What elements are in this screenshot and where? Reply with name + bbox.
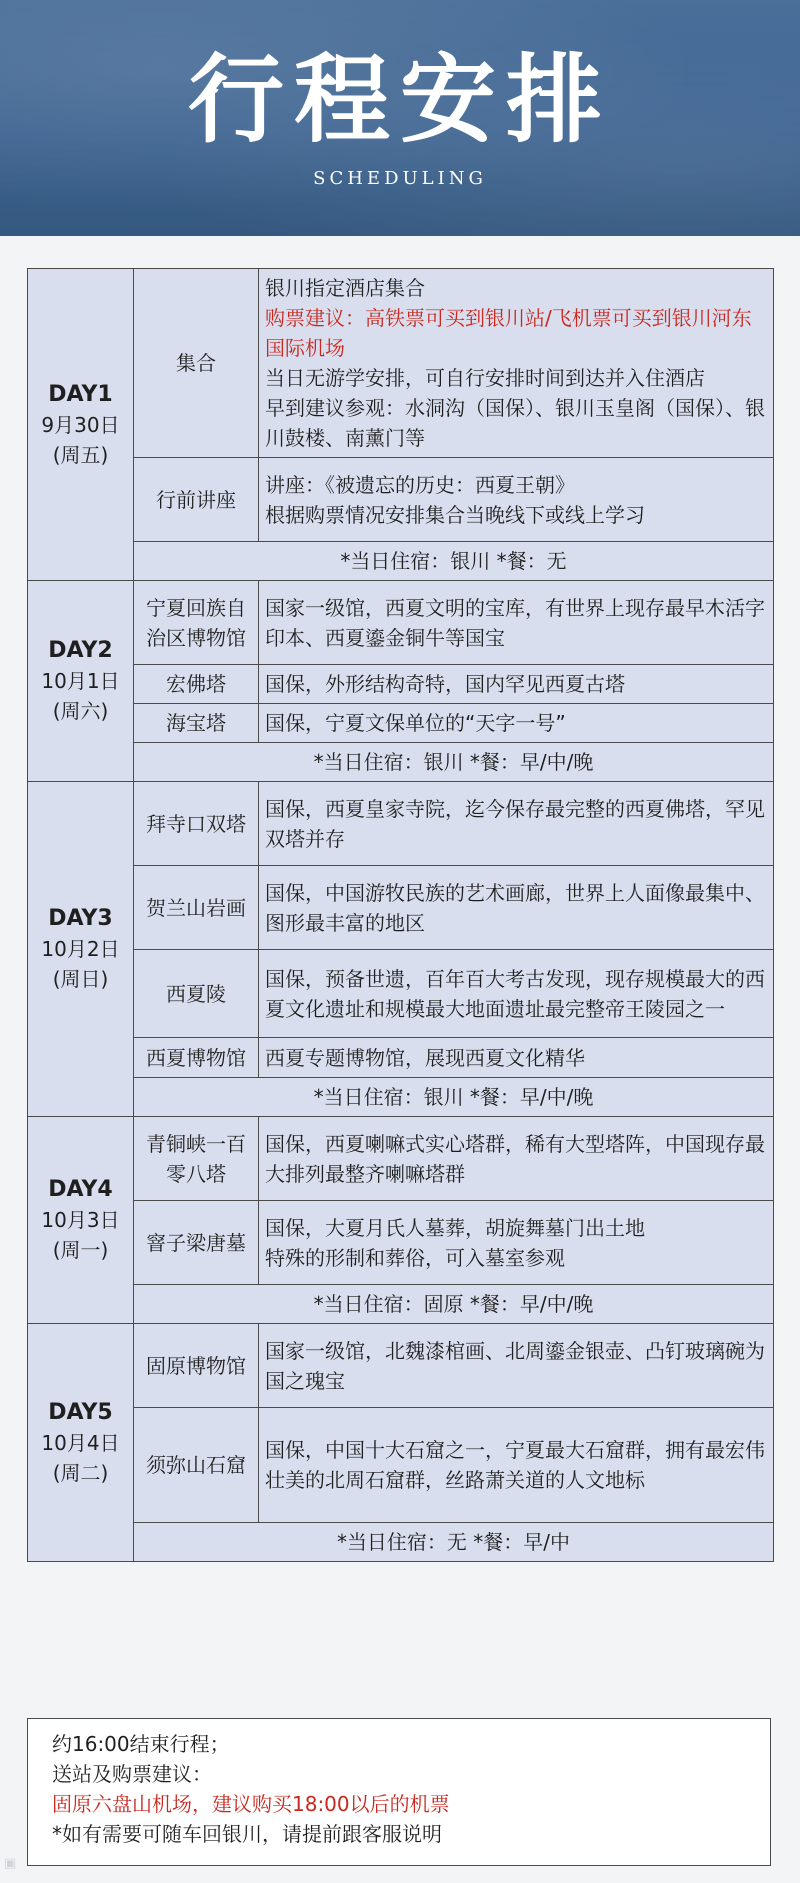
stay-row <box>28 1523 774 1562</box>
day-date: 10月3日 <box>41 1208 120 1232</box>
place-name: 行前讲座 <box>134 458 259 542</box>
schedule-row <box>28 665 774 704</box>
stay-row <box>28 743 774 782</box>
description-line: 国保，预备世遗，百年百大考古发现，现存规模最大的西夏文化遗址和规模最大地面遗址最完整帝王陵园之一 <box>265 966 765 1021</box>
day-weekday: (周日) <box>52 967 109 991</box>
description-line: 国家一级馆，北魏漆棺画、北周鎏金银壶、凸钉玻璃碗为国之瑰宝 <box>265 1338 765 1393</box>
description-line: 当日无游学安排，可自行安排时间到达并入住酒店 <box>265 366 705 390</box>
description-line: 国保，西夏皇家寺院，迄今保存最完整的西夏佛塔，罕见双塔并存 <box>265 796 765 851</box>
day-name: DAY5 <box>48 1399 113 1425</box>
stay-info: *当日住宿：银川 *餐：早/中/晚 <box>134 1078 774 1117</box>
stay-row <box>28 1285 774 1324</box>
place-description <box>259 1117 774 1201</box>
schedule-row <box>28 950 774 1038</box>
day-name: DAY4 <box>48 1177 113 1202</box>
place-name: 固原博物馆 <box>134 1324 259 1408</box>
description-line: 国保，中国十大石窟之一，宁夏最大石窟群，拥有最宏伟壮美的北周石窟群，丝路萧关道的人文地标 <box>265 1438 765 1492</box>
stay-info: *当日住宿：固原 *餐：早/中/晚 <box>134 1285 774 1324</box>
place-name: 宁夏回族自治区博物馆 <box>134 581 259 665</box>
place-description <box>259 782 774 866</box>
day-weekday: (周二) <box>52 1460 109 1485</box>
place-description <box>259 269 774 458</box>
description-line: 国保，中国游牧民族的艺术画廊，世界上人面像最集中、图形最丰富的地区 <box>265 880 765 935</box>
place-description <box>259 1408 774 1523</box>
day-name: DAY2 <box>48 638 113 663</box>
schedule-row <box>28 1324 774 1408</box>
footer-line: *如有需要可随车回银川，请提前跟客服说明 <box>52 1822 442 1846</box>
description-line: 国保，大夏月氏人墓葬，胡旋舞墓门出土地 <box>265 1215 645 1240</box>
description-line: 早到建议参观：水洞沟（国保）、银川玉皇阁（国保）、银川鼓楼、南薰门等 <box>265 396 765 450</box>
schedule-row <box>28 866 774 950</box>
place-name: 宏佛塔 <box>134 665 259 704</box>
place-description <box>259 704 774 743</box>
footer-notes <box>27 1718 771 1866</box>
stay-row <box>28 542 774 581</box>
place-name: 窨子梁唐墓 <box>134 1201 259 1285</box>
schedule-row <box>28 704 774 743</box>
place-description <box>259 458 774 542</box>
stay-info: *当日住宿：无 *餐：早/中 <box>134 1523 774 1562</box>
place-name: 拜寺口双塔 <box>134 782 259 866</box>
place-description <box>259 1038 774 1078</box>
place-name: 贺兰山岩画 <box>134 866 259 950</box>
schedule-row <box>28 458 774 542</box>
day-weekday: (周一) <box>52 1238 109 1262</box>
schedule-row <box>28 1038 774 1078</box>
description-line: 银川指定酒店集合 <box>265 276 425 300</box>
place-description <box>259 1201 774 1285</box>
place-description <box>259 581 774 665</box>
page-title: 行程安排 <box>188 43 612 156</box>
page-subtitle: SCHEDULING <box>313 168 487 189</box>
place-name: 青铜峡一百零八塔 <box>134 1117 259 1201</box>
description-line: 国保，宁夏文保单位的“天字一号” <box>265 711 566 735</box>
stay-info: *当日住宿：银川 *餐：无 <box>134 542 774 581</box>
day-date: 10月1日 <box>41 669 120 693</box>
schedule-row <box>28 1201 774 1285</box>
schedule-row <box>28 1408 774 1523</box>
day-cell <box>28 269 134 581</box>
footer-line: 送站及购票建议： <box>52 1762 212 1786</box>
place-name: 集合 <box>134 269 259 458</box>
stay-row <box>28 1078 774 1117</box>
description-line: 购票建议：高铁票可买到银川站/飞机票可买到银川河东国际机场 <box>265 306 752 360</box>
place-name: 须弥山石窟 <box>134 1408 259 1523</box>
footer-line: 固原六盘山机场，建议购买18:00以后的机票 <box>52 1792 450 1816</box>
place-name: 西夏陵 <box>134 950 259 1038</box>
stay-info: *当日住宿：银川 *餐：早/中/晚 <box>134 743 774 782</box>
schedule-table <box>27 268 774 1562</box>
place-description <box>259 866 774 950</box>
description-line: 国保，西夏喇嘛式实心塔群，稀有大型塔阵，中国现存最大排列最整齐喇嘛塔群 <box>265 1131 765 1186</box>
description-line: 特殊的形制和葬俗，可入墓室参观 <box>265 1245 565 1270</box>
description-line: 国保，外形结构奇特，国内罕见西夏古塔 <box>265 672 625 696</box>
place-description <box>259 1324 774 1408</box>
day-date: 10月4日 <box>41 1430 120 1455</box>
description-line: 根据购票情况安排集合当晚线下或线上学习 <box>265 502 645 527</box>
description-line: 讲座：《被遗忘的历史：西夏王朝》 <box>265 472 575 497</box>
description-line: 西夏专题博物馆，展现西夏文化精华 <box>265 1045 585 1070</box>
schedule-row <box>28 269 774 458</box>
day-date: 9月30日 <box>41 412 120 437</box>
day-cell <box>28 782 134 1117</box>
place-description <box>259 665 774 704</box>
day-weekday: (周五) <box>52 442 109 467</box>
schedule-row <box>28 1117 774 1201</box>
day-cell <box>28 1117 134 1324</box>
place-description <box>259 950 774 1038</box>
day-date: 10月2日 <box>41 937 120 961</box>
watermark: ▣ <box>4 1856 17 1871</box>
description-line: 国家一级馆，西夏文明的宝库，有世界上现存最早木活字印本、西夏鎏金铜牛等国宝 <box>265 595 765 650</box>
place-name: 西夏博物馆 <box>134 1038 259 1078</box>
footer-line: 约16:00结束行程； <box>52 1732 230 1756</box>
header-banner <box>0 0 800 236</box>
schedule-row <box>28 782 774 866</box>
day-cell <box>28 581 134 782</box>
day-weekday: (周六) <box>52 699 109 723</box>
schedule-row <box>28 581 774 665</box>
day-cell <box>28 1324 134 1562</box>
place-name: 海宝塔 <box>134 704 259 743</box>
day-name: DAY3 <box>48 906 113 931</box>
day-name: DAY1 <box>48 381 113 407</box>
